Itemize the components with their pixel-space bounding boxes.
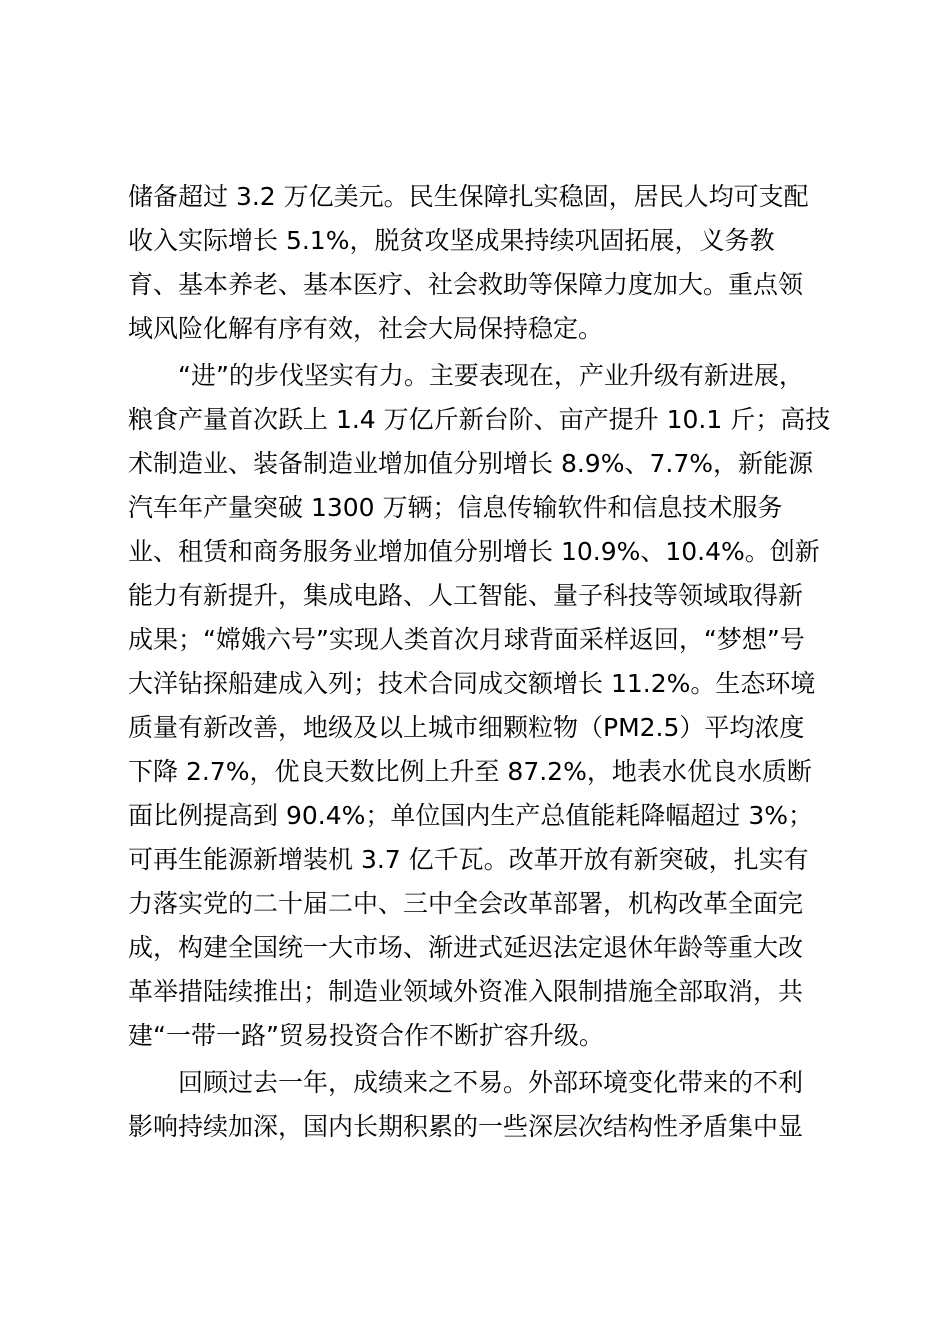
text-line: 影响持续加深，国内长期积累的一些深层次结构性矛盾集中显 — [128, 1112, 804, 1141]
text-line: 力落实党的二十届二中、三中全会改革部署，机构改革全面完 — [128, 889, 804, 918]
text-line: 收入实际增长 5.1%，脱贫攻坚成果持续巩固拓展，义务教 — [128, 226, 775, 255]
text-line: 质量有新改善，地级及以上城市细颗粒物（PM2.5）平均浓度 — [128, 713, 805, 742]
text-line: 可再生能源新增装机 3.7 亿千瓦。改革开放有新突破，扎实有 — [128, 845, 809, 874]
text-line: 储备超过 3.2 万亿美元。民生保障扎实稳固，居民人均可支配 — [128, 182, 809, 211]
text-line: 下降 2.7%，优良天数比例上升至 87.2%，地表水优良水质断 — [128, 757, 812, 786]
paragraph-first-line: 回顾过去一年，成绩来之不易。外部环境变化带来的不利 — [178, 1068, 804, 1097]
text-line: 成果；“嫦娥六号”实现人类首次月球背面采样返回，“梦想”号 — [128, 625, 805, 654]
text-line: 粮食产量首次跃上 1.4 万亿斤新台阶、亩产提升 10.1 斤；高技 — [128, 405, 831, 434]
paragraph-first-line: “进”的步伐坚实有力。主要表现在，产业升级有新进展， — [178, 361, 804, 390]
text-line: 汽车年产量突破 1300 万辆；信息传输软件和信息技术服务 — [128, 493, 783, 522]
text-line: 面比例提高到 90.4%；单位国内生产总值能耗降幅超过 3%； — [128, 801, 813, 830]
text-line: 成，构建全国统一大市场、渐进式延迟法定退休年龄等重大改 — [128, 933, 804, 962]
text-line: 术制造业、装备制造业增加值分别增长 8.9%、7.7%，新能源 — [128, 449, 813, 478]
text-line: 域风险化解有序有效，社会大局保持稳定。 — [128, 314, 604, 343]
text-line: 业、租赁和商务服务业增加值分别增长 10.9%、10.4%。创新 — [128, 537, 820, 566]
text-line: 能力有新提升，集成电路、人工智能、量子科技等领域取得新 — [128, 581, 804, 610]
text-line: 育、基本养老、基本医疗、社会救助等保障力度加大。重点领 — [128, 270, 804, 299]
text-line: 革举措陆续推出；制造业领域外资准入限制措施全部取消，共 — [128, 977, 804, 1006]
text-line: 大洋钻探船建成入列；技术合同成交额增长 11.2%。生态环境 — [128, 669, 816, 698]
text-line: 建“一带一路”贸易投资合作不断扩容升级。 — [128, 1021, 604, 1050]
